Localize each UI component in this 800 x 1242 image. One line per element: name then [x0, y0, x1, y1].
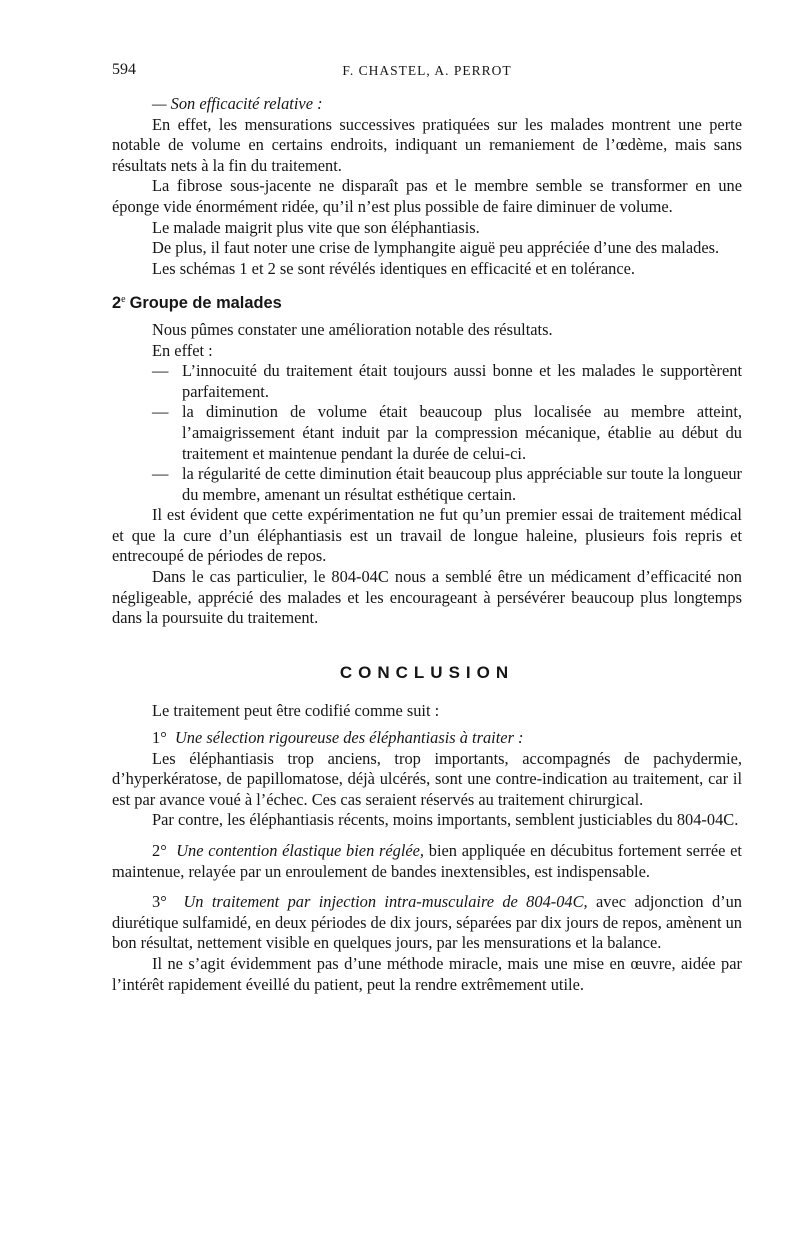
list-dash: — [152, 361, 169, 381]
item-italic-phrase: Une contention élastique bien réglée, [176, 841, 425, 860]
group2-en-effet: En effet : [152, 340, 213, 360]
conclusion-intro: Le traitement peut être codifié comme suit : [152, 701, 440, 721]
section-heading-number: 2 [112, 294, 122, 313]
list-item [112, 402, 742, 464]
conclusion-item-1-heading [112, 728, 742, 749]
list-dash: — [152, 464, 169, 484]
conclusion-item-3 [112, 892, 742, 954]
efficacy-paragraph-3: Le malade maigrit plus vite que son éléphantiasis. [152, 217, 480, 237]
efficacy-paragraph-2: La fibrose sous-jacente ne disparaît pas et le membre semble se transformer en une éponge vide énormément ridée, qu’il n’est plus possible de faire diminuer de volume. [112, 176, 742, 216]
efficacy-paragraph-1: En effet, les mensurations successives pratiquées sur les malades montrent une perte notable de volume en certains endroits, indiquant un remaniement de l’œdème, mais sans résultats nets à la fin du traitement. [112, 114, 742, 175]
efficacy-paragraph-4: De plus, il faut noter une crise de lymphangite aiguë peu appréciée d’une des malades. [152, 238, 720, 258]
item-italic-phrase: Un traitement par injection intra-musculaire de 804-04C, [183, 892, 588, 912]
item-number: 2° [152, 841, 167, 860]
conclusion-final-paragraph: Il ne s’agit évidemment pas d’une méthode miracle, mais une mise en œuvre, aidée par l’intérêt rapidement éveillé du patient, peut la rendre extrêmement utile. [112, 953, 742, 994]
list-item [112, 464, 742, 505]
conclusion-item-2 [112, 841, 742, 882]
item-heading-italic: Une sélection rigoureuse des éléphantiasis à traiter : [174, 728, 524, 748]
running-header [112, 60, 742, 84]
page-number: 594 [112, 61, 136, 78]
conclusion-title: CONCLUSION [339, 662, 515, 682]
group2-evident-paragraph: Il est évident que cette expérimentation ne fut qu’un premier essai de traitement médical et que la cure d’un éléphantiasis est un travail de longue haleine, plusieurs fois repris et entrecoupé de périodes de repos. [112, 505, 742, 566]
conclusion-item-1-paragraph-1: Les éléphantiasis trop anciens, trop importants, accompagnés de pachydermie, d’hyperkératose, de papillomatose, déjà ulcérés, sont une contre-indication au traitement, car il est par avance voué à l’échec. Ces cas seraient réservés au traitement chirurgical. [112, 748, 742, 809]
conclusion-item-1-paragraph-2: Par contre, les éléphantiasis récents, moins importants, semblent justiciables du 804-04C. [152, 810, 739, 830]
section-heading-superscript: e [121, 293, 126, 305]
section-heading-text: Groupe de malades [129, 294, 282, 313]
efficacy-heading: — Son efficacité relative : [152, 94, 323, 113]
item-text: bien appliquée en décubitus fortement serrée et maintenue, relayée par un enroulement de bandes inextensibles, est indispensable. [112, 841, 742, 881]
list-item [112, 361, 742, 402]
running-head-authors: F. CHASTEL, A. PERROT [342, 63, 512, 78]
document-page [112, 60, 742, 995]
list-item-text: la régularité de cette diminution était beaucoup plus appréciable sur toute la longueur du membre, amenant un résultat esthétique certain. [182, 464, 742, 504]
item-number: 1° [152, 728, 167, 748]
item-text: avec adjonction d’un diurétique sulfamidé, en deux périodes de dix jours, séparées par dix jours de repos, amènent un bon résultat, nettement visible en quelques jours, par les mensurations et la balance. [112, 892, 742, 953]
list-dash: — [152, 402, 169, 422]
list-item-text: L’innocuité du traitement était toujours aussi bonne et les malades le supportèrent parfaitement. [182, 361, 742, 401]
item-number: 3° [152, 892, 167, 912]
group2-intro: Nous pûmes constater une amélioration notable des résultats. [152, 319, 553, 339]
section-heading-group-2 [112, 293, 742, 314]
list-item-text: la diminution de volume était beaucoup plus localisée au membre atteint, l’amaigrissement étant induit par la compression mécanique, établie au début du traitement et maintenue pendant la durée de celui-ci. [182, 402, 742, 463]
efficacy-paragraph-5: Les schémas 1 et 2 se sont révélés identiques en efficacité et en tolérance. [152, 258, 636, 278]
group2-cas-paragraph: Dans le cas particulier, le 804-04C nous a semblé être un médicament d’efficacité non négligeable, apprécié des malades et les encourageant à persévérer beaucoup plus longtemps dans la poursuite du traitement. [112, 567, 742, 628]
